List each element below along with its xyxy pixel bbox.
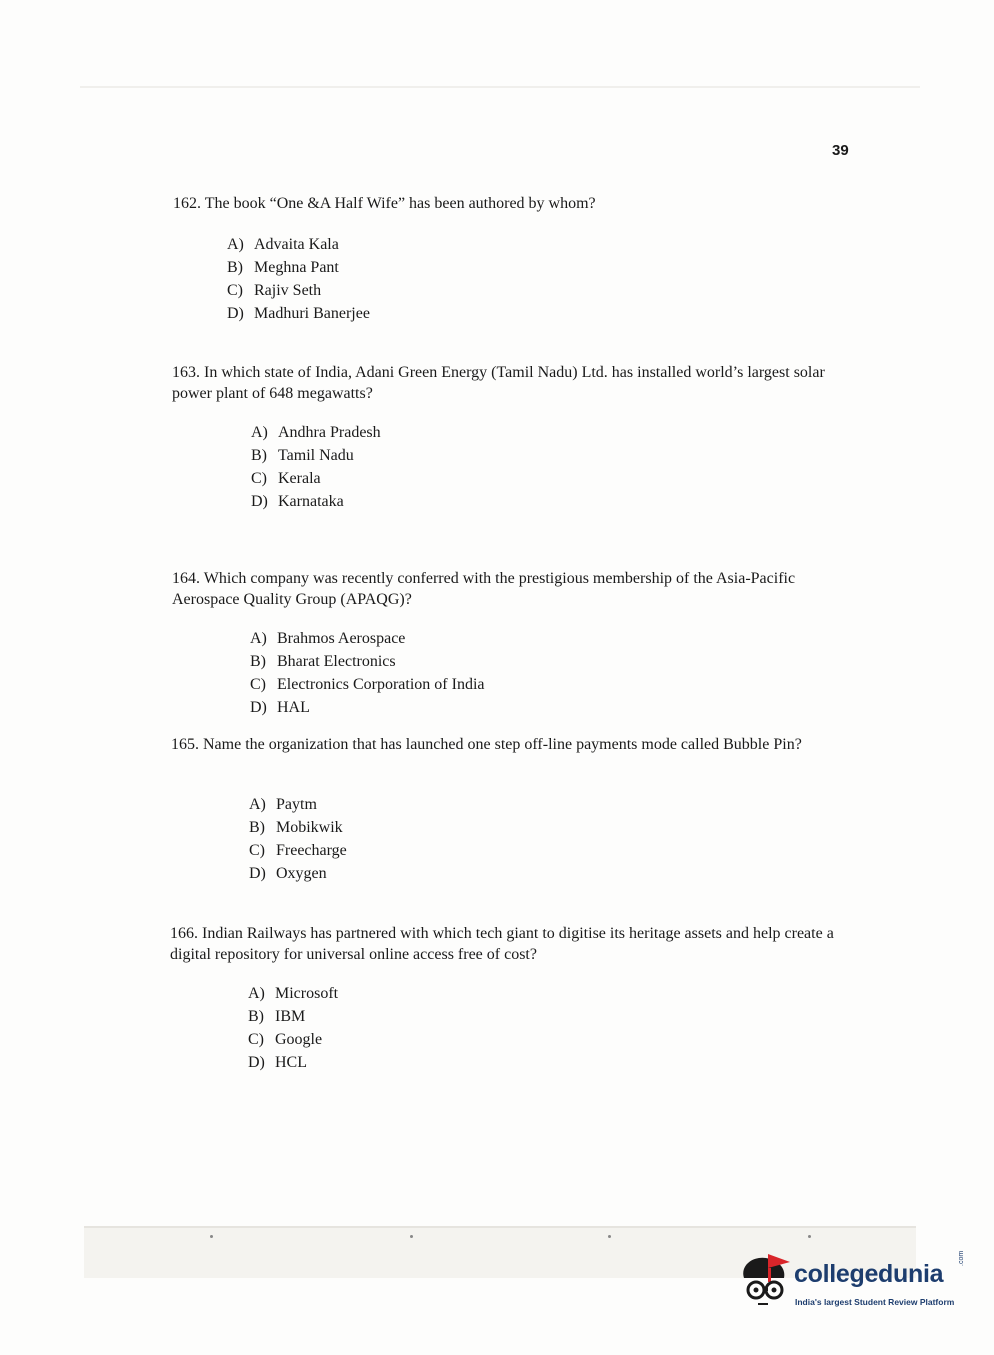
option-text: Brahmos Aerospace [277, 630, 406, 647]
option-a [250, 627, 485, 650]
option-text: Advaita Kala [254, 236, 339, 253]
option-letter: B) [250, 653, 266, 670]
option-c [249, 839, 347, 862]
option-letter: D) [248, 1054, 265, 1071]
question-text: 162. The book “One &A Half Wife” has been authored by whom? [173, 195, 596, 212]
logo-tagline: India's largest Student Review Platform [795, 1297, 955, 1307]
option-d [251, 490, 381, 513]
option-b [251, 444, 381, 467]
option-text: Mobikwik [276, 819, 343, 836]
question-165 [171, 734, 851, 882]
option-text: HCL [275, 1054, 307, 1071]
option-b [250, 650, 485, 673]
option-d [250, 696, 485, 719]
option-c [251, 467, 381, 490]
option-a [249, 793, 347, 816]
collegedunia-logo [738, 1250, 965, 1312]
options-list [250, 627, 485, 719]
option-text: Karnataka [278, 493, 344, 510]
option-a [251, 421, 381, 444]
option-letter: C) [249, 842, 265, 859]
option-text: Microsoft [275, 985, 339, 1002]
scan-speck [210, 1235, 213, 1238]
option-text: Paytm [276, 796, 317, 813]
question-166 [170, 923, 850, 1071]
question-text: 166. Indian Railways has partnered with which tech giant to digitise its heritage assets and help create a digital repository for universal online access free of cost? [170, 925, 834, 963]
option-a [248, 982, 338, 1005]
option-letter: B) [248, 1008, 264, 1025]
option-letter: B) [249, 819, 265, 836]
option-text: HAL [277, 699, 310, 716]
options-list [227, 233, 370, 325]
logo-suffix: .com [958, 1250, 965, 1266]
option-letter: B) [251, 447, 267, 464]
option-letter: A) [251, 424, 268, 441]
option-text: Kerala [278, 470, 321, 487]
option-text: Tamil Nadu [278, 447, 354, 464]
scan-speck [608, 1235, 611, 1238]
question-text: 165. Name the organization that has launched one step off-line payments mode called Bubble Pin? [171, 736, 802, 753]
option-text: Bharat Electronics [277, 653, 396, 670]
option-c [248, 1028, 338, 1051]
option-d [227, 302, 370, 325]
option-text: Oxygen [276, 865, 327, 882]
option-d [249, 862, 347, 885]
options-list [249, 793, 347, 885]
question-text: 163. In which state of India, Adani Green Energy (Tamil Nadu) Ltd. has installed world’s largest solar power plant of 648 megawatts? [172, 364, 825, 402]
scan-speck [410, 1235, 413, 1238]
question-162 [173, 193, 853, 322]
option-b [249, 816, 347, 839]
option-text: Rajiv Seth [254, 282, 322, 299]
option-letter: A) [249, 796, 266, 813]
options-list [251, 421, 381, 513]
option-letter: A) [227, 236, 244, 253]
question-text: 164. Which company was recently conferred with the prestigious membership of the Asia-Pacific Aerospace Quality Group (APAQG)? [172, 570, 796, 608]
question-164 [172, 568, 852, 716]
option-text: IBM [275, 1008, 306, 1025]
option-text: Electronics Corporation of India [277, 676, 485, 693]
option-text: Andhra Pradesh [278, 424, 381, 441]
question-163 [172, 362, 852, 510]
option-b [248, 1005, 338, 1028]
option-text: Freecharge [276, 842, 347, 859]
top-rule [80, 86, 920, 88]
option-letter: C) [251, 470, 267, 487]
option-letter: C) [248, 1031, 264, 1048]
option-letter: C) [250, 676, 266, 693]
option-letter: D) [251, 493, 268, 510]
option-c [250, 673, 485, 696]
option-c [227, 279, 370, 302]
option-text: Google [275, 1031, 323, 1048]
option-text: Madhuri Banerjee [254, 305, 370, 322]
options-list [248, 982, 338, 1074]
option-d [248, 1051, 338, 1074]
option-letter: C) [227, 282, 243, 299]
option-letter: A) [250, 630, 267, 647]
option-b [227, 256, 370, 279]
scan-speck [808, 1235, 811, 1238]
option-letter: A) [248, 985, 265, 1002]
option-text: Meghna Pant [254, 259, 339, 276]
logo-wordmark: collegedunia [794, 1260, 944, 1288]
option-letter: B) [227, 259, 243, 276]
option-letter: D) [227, 305, 244, 322]
mascot-icon [738, 1252, 792, 1308]
page-number: 39 [832, 142, 849, 159]
option-a [227, 233, 370, 256]
option-letter: D) [249, 865, 266, 882]
option-letter: D) [250, 699, 267, 716]
